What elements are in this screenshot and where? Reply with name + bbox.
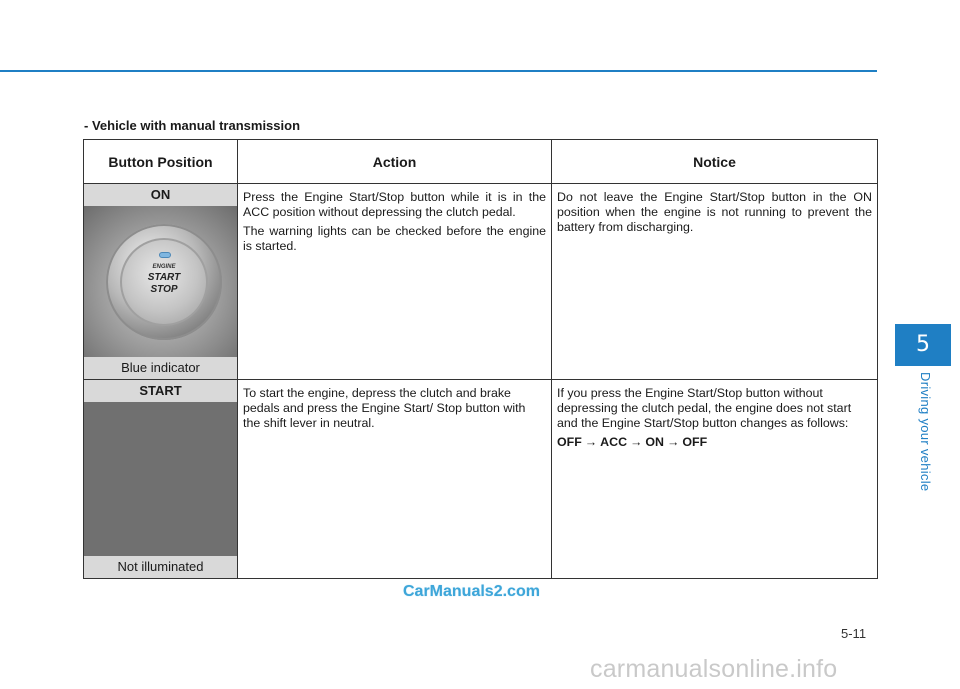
position-caption: Not illuminated [84,556,237,578]
state-sequence [557,435,872,450]
position-cell-on [84,184,238,380]
notice-text: Do not leave the Engine Start/Stop button in the ON position when the engine is not running to prevent the battery from discharging. [557,190,872,234]
action-text: To start the engine, depress the clutch and brake pedals and press the Engine Start/ Stop button with the shift lever in neutral. [243,386,526,430]
chapter-number: 5 [916,332,930,357]
action-cell [238,184,552,380]
button-not-illuminated-image [84,402,237,556]
arrow-right-icon: → [667,435,680,449]
state-off: OFF [682,435,708,449]
position-label: START [84,380,237,402]
button-position-table [83,139,878,579]
engine-start-stop-button-image [84,206,237,357]
table-row [84,184,878,380]
blue-indicator-light-icon [159,252,171,258]
position-cell-start [84,380,238,579]
button-outer-ring [106,224,222,340]
action-text: The warning lights can be checked before the engine is started. [243,224,546,253]
state-acc: ACC [600,435,628,449]
action-text: Press the Engine Start/Stop button while it is in the ACC position without depressing the clutch pedal. [243,190,546,219]
button-text-start: START [147,272,181,283]
table-header-row [84,140,878,184]
notice-text: If you press the Engine Start/Stop button without depressing the clutch pedal, the engine does not start and the Engine Start/Stop button changes as follows: [557,386,852,430]
arrow-right-icon: → [584,435,598,449]
button-text-engine: ENGINE [152,264,176,270]
footer-watermark: carmanualsonline.info [590,655,838,683]
button-face [120,238,208,326]
position-label: ON [84,184,237,206]
position-caption: Blue indicator [84,357,237,379]
notice-cell [552,184,878,380]
header-button-position: Button Position [84,140,238,184]
page-number: 5-11 [841,626,867,641]
button-text-stop: STOP [150,284,178,295]
arrow-right-icon: → [630,435,643,449]
chapter-title: Driving your vehicle [918,372,933,492]
action-cell [238,380,552,579]
top-rule [0,70,877,72]
notice-cell [552,380,878,579]
state-on: ON [645,435,665,449]
site-watermark[interactable]: CarManuals2.com [403,583,540,600]
header-notice: Notice [552,140,878,184]
chapter-tab [895,324,951,366]
header-action: Action [238,140,552,184]
table-row [84,380,878,579]
section-heading: - Vehicle with manual transmission [84,118,301,133]
state-off: OFF [557,435,582,449]
